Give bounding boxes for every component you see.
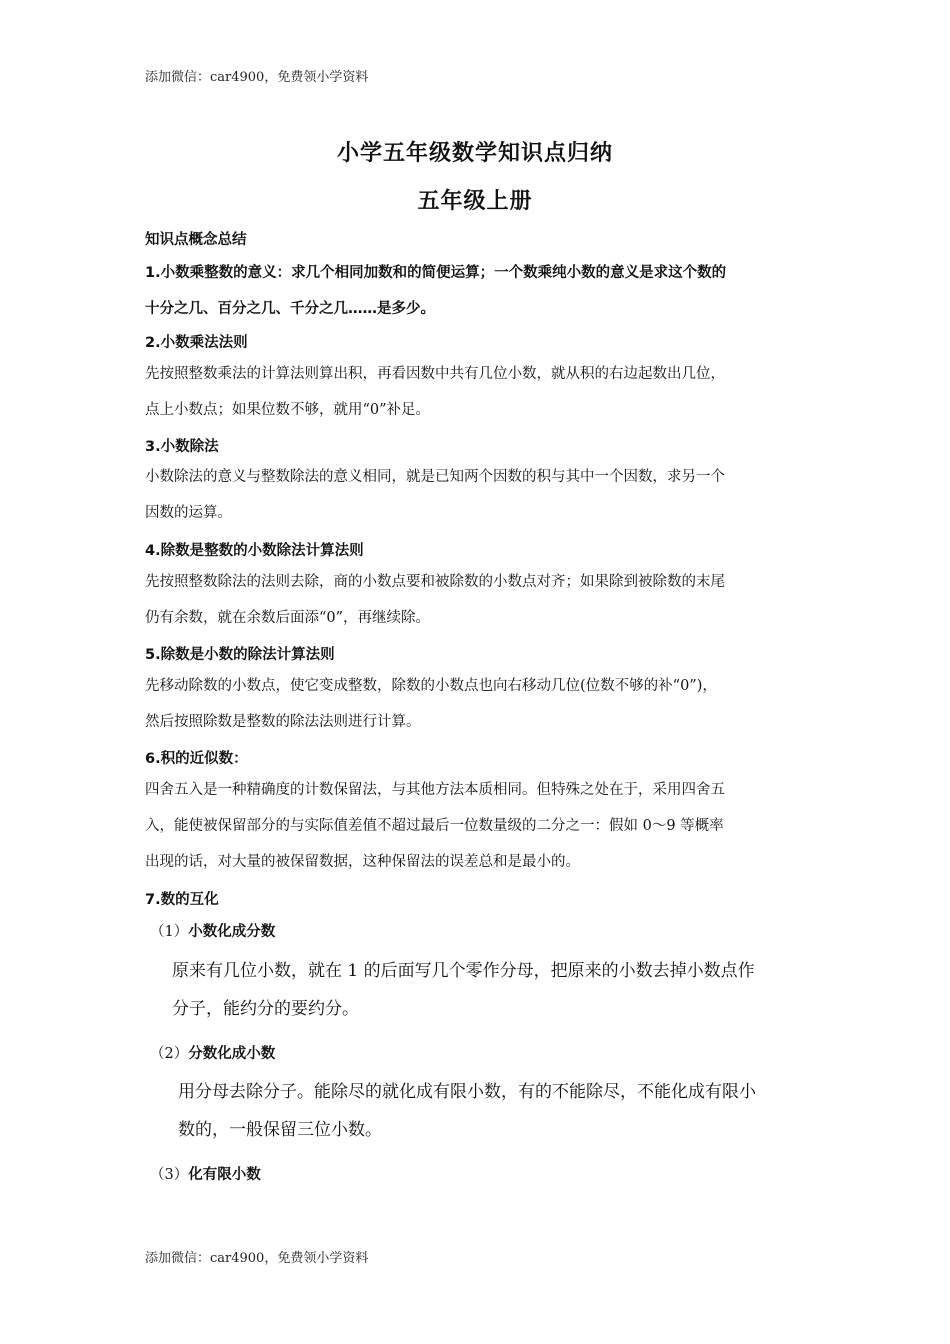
- item-2-text: [145, 356, 810, 428]
- footer-note: 添加微信：car4900，免费领小学资料: [145, 1251, 369, 1266]
- subitem-1-heading: [150, 920, 275, 941]
- item-4-line-1: 先按照整数除法的法则去除，商的小数点要和被除数的小数点对齐；如果除到被除数的末尾: [145, 574, 725, 590]
- item-3-heading: 3.小数除法: [145, 439, 219, 455]
- item-7-heading: 7.数的互化: [145, 892, 219, 908]
- item-6-line-3: 出现的话，对大量的被保留数据，这种保留法的误差总和是最小的。: [145, 854, 580, 870]
- subitem-2-label: 分数化成小数: [188, 1046, 276, 1062]
- item-2-heading: 2.小数乘法法则: [145, 335, 248, 351]
- subitem-1-line-2: 分子，能约分的要约分。: [172, 999, 359, 1019]
- item-6-line-1: 四舍五入是一种精确度的计数保留法，与其他方法本质相同。但特殊之处在于，采用四舍五: [145, 782, 725, 798]
- subitem-2-text: [178, 1073, 756, 1149]
- item-4-heading: 4.除数是整数的小数除法计算法则: [145, 543, 364, 559]
- item-3-text: [145, 459, 810, 531]
- header-note: 添加微信：car4900，免费领小学资料: [145, 70, 369, 85]
- item-5-line-1: 先移动除数的小数点，使它变成整数，除数的小数点也向右移动几位(位数不够的补“0”)，: [145, 678, 717, 694]
- subitem-1-num: （1）: [150, 924, 189, 940]
- item-6-line-2: 入，能使被保留部分的与实际值差值不超过最后一位数量级的二分之一：假如 0～9 等概率: [145, 818, 724, 834]
- subitem-1-text: [172, 952, 755, 1028]
- subitem-2-line-1: 用分母去除分子。能除尽的就化成有限小数，有的不能除尽，不能化成有限小: [178, 1082, 756, 1102]
- item-3-line-1: 小数除法的意义与整数除法的意义相同，就是已知两个因数的积与其中一个因数，求另一个: [145, 469, 725, 485]
- subitem-1-label: 小数化成分数: [188, 924, 276, 940]
- item-6-heading: 6.积的近似数：: [145, 751, 248, 767]
- subitem-2-num: （2）: [150, 1046, 189, 1062]
- subitem-2-line-2: 数的，一般保留三位小数。: [178, 1120, 382, 1140]
- page-title: 小学五年级数学知识点归纳: [336, 141, 613, 166]
- subitem-3-heading: [150, 1163, 261, 1184]
- subitem-3-num: （3）: [150, 1167, 189, 1183]
- subitem-2-heading: [150, 1042, 275, 1063]
- item-5-line-2: 然后按照除数是整数的除法法则进行计算。: [145, 714, 421, 730]
- item-6-text: [145, 772, 810, 880]
- item-2-line-1: 先按照整数乘法的计算法则算出积，再看因数中共有几位小数，就从积的右边起数出几位，: [145, 366, 725, 382]
- item-5-heading: 5.除数是小数的除法计算法则: [145, 647, 335, 663]
- item-4-line-2: 仍有余数，就在余数后面添“0”，再继续除。: [145, 610, 431, 626]
- section-title: 知识点概念总结: [145, 232, 247, 248]
- item-2-line-2: 点上小数点；如果位数不够，就用“0”补足。: [145, 402, 431, 418]
- item-1-heading-cont: 十分之几、百分之几、千分之几……是多少。: [145, 301, 435, 317]
- item-4-text: [145, 564, 810, 636]
- item-1-heading: 1.小数乘整数的意义：求几个相同加数和的简便运算；一个数乘纯小数的意义是求这个数的: [145, 265, 727, 281]
- subitem-1-line-1: 原来有几位小数，就在 1 的后面写几个零作分母，把原来的小数去掉小数点作: [172, 961, 755, 981]
- subitem-3-label: 化有限小数: [188, 1167, 261, 1183]
- item-5-text: [145, 668, 810, 740]
- page-subtitle: 五年级上册: [417, 189, 533, 214]
- item-3-line-2: 因数的运算。: [145, 505, 232, 521]
